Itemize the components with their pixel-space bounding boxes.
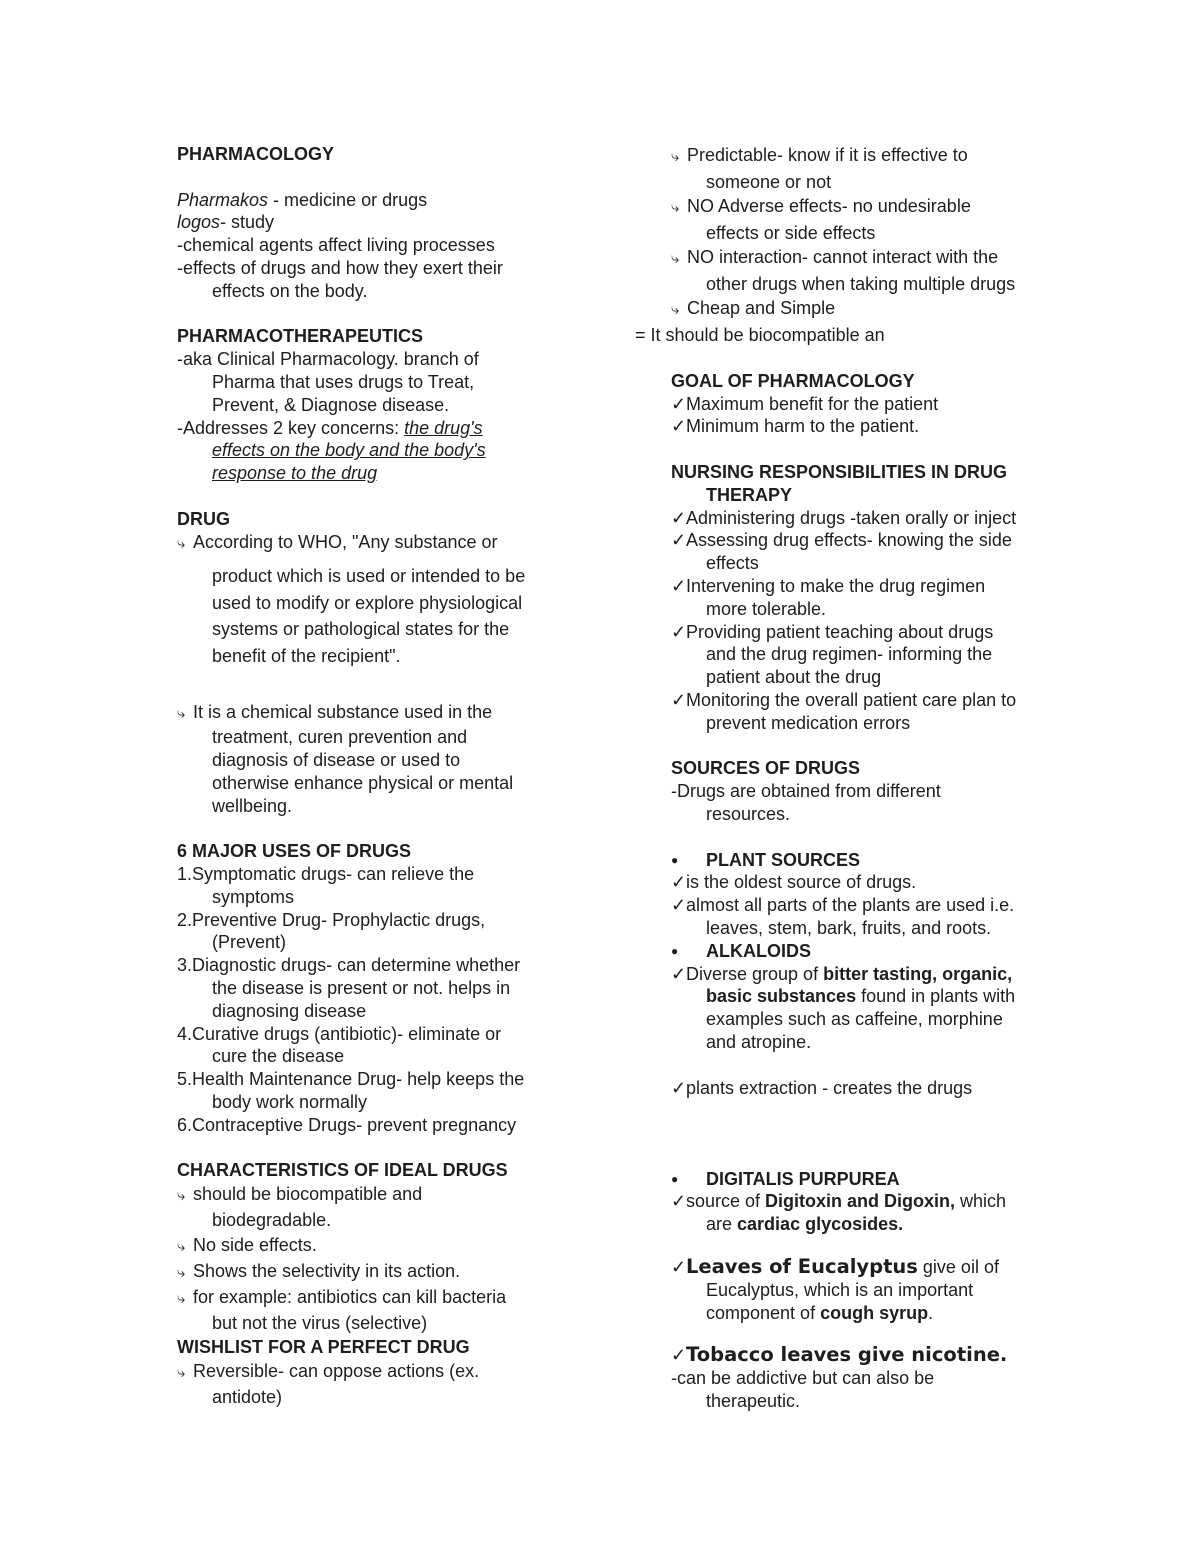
text-line: and the drug regimen- informing the — [706, 644, 993, 665]
section-title-nursing-cont: THERAPY — [706, 484, 793, 505]
bullet-icon: ● — [671, 852, 679, 867]
arrow-icon: ⤷ — [177, 534, 186, 552]
list-item: ⤷ No side effects. — [177, 1233, 577, 1259]
arrow-icon: ⤷ — [671, 199, 680, 216]
text-line: -aka Clinical Pharmacology. branch of — [177, 349, 479, 370]
text-line: -Drugs are obtained from different — [671, 781, 941, 802]
list-item: 5.Health Maintenance Drug- help keeps the — [177, 1069, 525, 1090]
text-line: treatment, curen prevention and — [212, 727, 468, 748]
text-line: effects — [706, 553, 759, 574]
section-title-ideal-drugs: CHARACTERISTICS OF IDEAL DRUGS — [177, 1160, 508, 1181]
list-item: ✓is the oldest source of drugs. — [671, 872, 917, 893]
check-icon: ✓ — [671, 575, 687, 596]
text-line: someone or not — [706, 171, 832, 192]
list-item: ⤷ Reversible- can oppose actions (ex. — [177, 1359, 577, 1385]
text-line: but not the virus (selective) — [212, 1313, 428, 1334]
text-line: effects or side effects — [706, 222, 876, 243]
check-icon: ✓ — [671, 416, 687, 437]
text-line: -chemical agents affect living processes — [177, 235, 495, 256]
text-line: Prevent, & Diagnose disease. — [212, 394, 450, 415]
list-item: ✓Diverse group of bitter tasting, organic, — [671, 963, 1013, 984]
text-line: = It should be biocompatible an — [635, 324, 885, 345]
list-item: ✓Tobacco leaves give nicotine. — [671, 1343, 1008, 1367]
text-line: more tolerable. — [706, 598, 827, 619]
text-line: resources. — [706, 803, 791, 824]
check-icon: ✓ — [671, 963, 687, 984]
text-line: response to the drug — [212, 463, 378, 484]
check-icon: ✓ — [671, 1257, 687, 1278]
arrow-icon: ⤷ — [177, 1290, 186, 1308]
check-icon: ✓ — [671, 1345, 687, 1366]
text-line: product which is used or intended to be — [212, 566, 526, 587]
check-icon: ✓ — [671, 689, 687, 710]
text-line: -Addresses 2 key concerns: the drug's — [177, 417, 483, 438]
list-item: ✓plants extraction - creates the drugs — [671, 1077, 973, 1098]
text-line: therapeutic. — [706, 1391, 801, 1412]
list-item: ✓Administering drugs -taken orally or inject — [671, 507, 1017, 528]
list-item: ✓source of Digitoxin and Digoxin, which — [671, 1191, 1007, 1212]
text-line: effects on the body. — [212, 280, 368, 301]
list-item: ⤷ It is a chemical substance used in the — [177, 701, 577, 726]
text-line: diagnosis of disease or used to — [212, 749, 461, 770]
list-item: ✓Monitoring the overall patient care plan to — [671, 689, 1017, 710]
check-icon: ✓ — [671, 872, 687, 893]
text-line: prevent medication errors — [706, 712, 911, 733]
list-item: 4.Curative drugs (antibiotic)- eliminate or — [177, 1023, 502, 1044]
right-column — [635, 143, 1055, 1413]
text-line: benefit of the recipient". — [212, 645, 401, 666]
subsection-plant-sources: ● PLANT SOURCES — [671, 849, 861, 870]
section-title-wishlist: WISHLIST FOR A PERFECT DRUG — [177, 1337, 470, 1358]
text-line: used to modify or explore physiological — [212, 592, 523, 613]
list-item: ✓Minimum harm to the patient. — [671, 416, 920, 437]
list-item: 3.Diagnostic drugs- can determine whether — [177, 955, 521, 976]
arrow-icon: ⤷ — [671, 301, 680, 318]
arrow-icon: ⤷ — [177, 1238, 186, 1256]
text-line: cure the disease — [212, 1046, 345, 1067]
list-item: 1.Symptomatic drugs- can relieve the — [177, 863, 475, 884]
check-icon: ✓ — [671, 507, 687, 528]
text-line: other drugs when taking multiple drugs — [706, 273, 1016, 294]
arrow-icon: ⤷ — [671, 148, 680, 165]
text-line: component of cough syrup. — [706, 1302, 934, 1323]
check-icon: ✓ — [671, 1077, 687, 1098]
text-line: -effects of drugs and how they exert their — [177, 257, 503, 278]
section-title-sources: SOURCES OF DRUGS — [671, 758, 861, 779]
list-item: ⤷ Cheap and Simple — [635, 296, 1055, 323]
list-item: ✓Assessing drug effects- knowing the side — [671, 530, 1012, 551]
section-title-uses: 6 MAJOR USES OF DRUGS — [177, 841, 412, 862]
text-line: and atropine. — [706, 1031, 812, 1052]
list-item: ⤷ NO Adverse effects- no undesirable — [635, 194, 1055, 221]
check-icon: ✓ — [671, 393, 687, 414]
text-line: diagnosing disease — [212, 1000, 367, 1021]
text-line: (Prevent) — [212, 932, 287, 953]
definition-pharmakos: Pharmakos - medicine or drugs — [177, 189, 428, 210]
list-item: ✓Leaves of Eucalyptus give oil of — [671, 1255, 999, 1279]
arrow-icon: ⤷ — [671, 250, 680, 267]
list-item: 6.Contraceptive Drugs- prevent pregnancy — [177, 1114, 517, 1135]
arrow-icon: ⤷ — [177, 705, 186, 723]
text-line: Eucalyptus, which is an important — [706, 1279, 974, 1300]
list-item: ⤷ should be biocompatible and — [177, 1182, 577, 1208]
text-line: leaves, stem, bark, fruits, and roots. — [706, 917, 992, 938]
arrow-icon: ⤷ — [177, 1264, 186, 1282]
text-line: biodegradable. — [212, 1210, 332, 1231]
text-line: patient about the drug — [706, 667, 882, 688]
left-column — [177, 143, 577, 1410]
text-line: -can be addictive but can also be — [671, 1368, 935, 1389]
text-line: effects on the body and the body's — [212, 440, 486, 461]
text-line: otherwise enhance physical or mental — [212, 772, 514, 793]
check-icon: ✓ — [671, 621, 687, 642]
list-item: ✓Providing patient teaching about drugs — [671, 621, 994, 642]
section-title-goal: GOAL OF PHARMACOLOGY — [671, 370, 915, 391]
text-line: Pharma that uses drugs to Treat, — [212, 371, 475, 392]
text-line: basic substances found in plants with — [706, 986, 1016, 1007]
list-item: ✓Intervening to make the drug regimen — [671, 575, 986, 596]
text-line: the disease is present or not. helps in — [212, 977, 511, 998]
list-item: ⤷ According to WHO, "Any substance or — [177, 531, 577, 556]
check-icon: ✓ — [671, 1191, 687, 1212]
section-title-drug: DRUG — [177, 508, 230, 529]
check-icon: ✓ — [671, 530, 687, 551]
text-line: are cardiac glycosides. — [706, 1214, 904, 1235]
subsection-alkaloids: ● ALKALOIDS — [671, 940, 811, 961]
text-line: antidote) — [212, 1386, 283, 1407]
text-line: symptoms — [212, 886, 295, 907]
list-item: ⤷ NO interaction- cannot interact with the — [635, 245, 1055, 272]
bullet-icon: ● — [671, 943, 679, 958]
text-line: wellbeing. — [212, 795, 293, 816]
text-line: examples such as caffeine, morphine — [706, 1009, 1003, 1030]
text-line: body work normally — [212, 1091, 368, 1112]
section-title-pharmacotherapeutics: PHARMACOTHERAPEUTICS — [177, 326, 424, 347]
section-title-pharmacology: PHARMACOLOGY — [177, 144, 334, 164]
text-line: systems or pathological states for the — [212, 619, 510, 640]
bullet-icon: ● — [671, 1171, 679, 1186]
list-item: ⤷ for example: antibiotics can kill bacteria — [177, 1285, 577, 1311]
section-title-nursing: NURSING RESPONSIBILITIES IN DRUG — [671, 461, 1008, 482]
arrow-icon: ⤷ — [177, 1363, 186, 1381]
list-item: ✓almost all parts of the plants are used i.e. — [671, 895, 1015, 916]
subsection-digitalis: ● DIGITALIS PURPUREA — [671, 1168, 900, 1189]
arrow-icon: ⤷ — [177, 1187, 186, 1205]
definition-logos: logos- study — [177, 212, 275, 233]
check-icon: ✓ — [671, 895, 687, 916]
list-item: ⤷ Predictable- know if it is effective to — [635, 143, 1055, 170]
list-item: ⤷ Shows the selectivity in its action. — [177, 1259, 577, 1285]
list-item: ✓Maximum benefit for the patient — [671, 393, 939, 414]
list-item: 2.Preventive Drug- Prophylactic drugs, — [177, 909, 486, 930]
